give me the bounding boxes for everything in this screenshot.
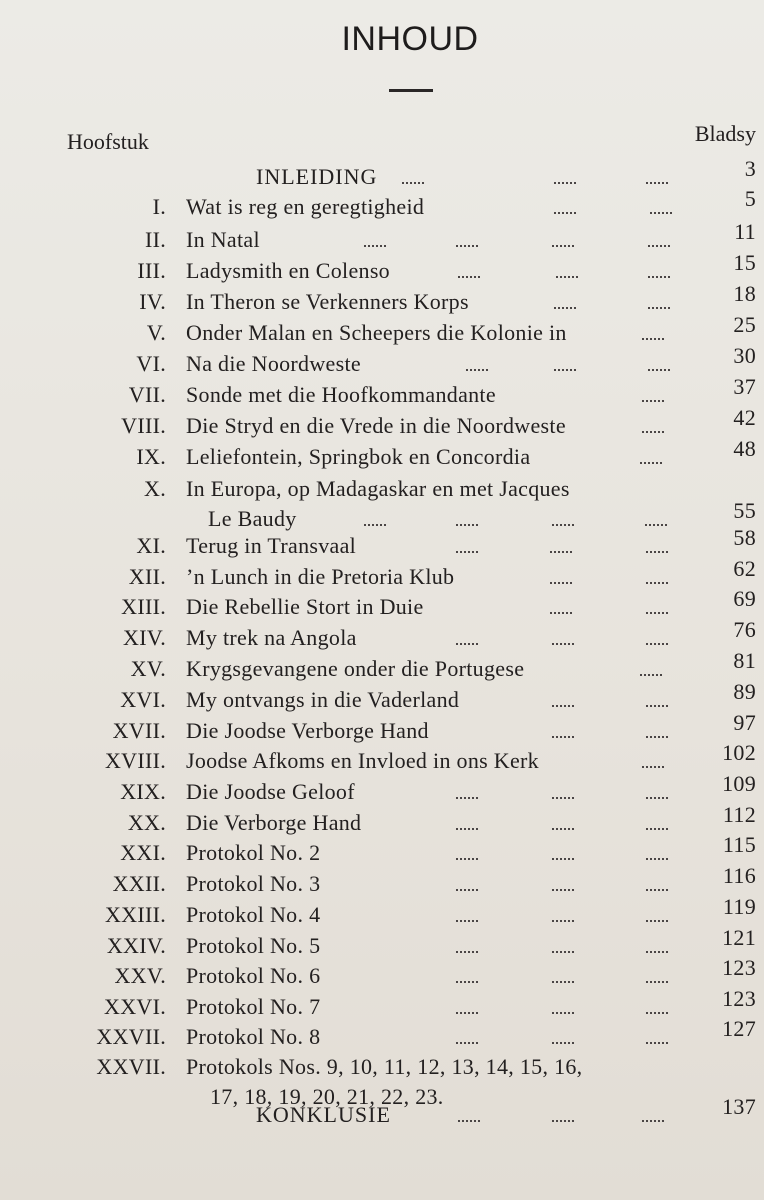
leader-dots <box>552 931 574 961</box>
leader-dots <box>648 256 670 286</box>
toc-entry <box>0 1016 764 1052</box>
chapter-number: XX. <box>127 810 166 835</box>
toc-entry <box>0 679 764 715</box>
leader-dots <box>552 992 574 1022</box>
leader-dots <box>456 531 478 561</box>
chapter-number: XIII. <box>121 594 166 619</box>
chapter-title: Die Stryd en die Vrede in die Noordweste <box>186 413 566 438</box>
page-number: 58 <box>733 525 756 550</box>
leader-dots <box>552 225 574 255</box>
chapter-title: Leliefontein, Springbok en Concordia <box>186 444 531 469</box>
page-number: 5 <box>744 186 756 211</box>
toc-entry <box>0 343 764 379</box>
page-number: 121 <box>722 925 756 950</box>
chapter-title: Joodse Afkoms en Invloed in ons Kerk <box>186 748 539 773</box>
chapter-title: Die Joodse Verborge Hand <box>186 718 429 743</box>
leader-dots <box>640 442 662 472</box>
page-number: 37 <box>733 374 756 399</box>
page-number: 62 <box>733 556 756 581</box>
toc-entry <box>0 955 764 991</box>
page-number: 55 <box>733 498 756 523</box>
chapter-title: My trek na Angola <box>186 625 357 650</box>
leader-dots <box>552 869 574 899</box>
page-number: 127 <box>722 1016 756 1041</box>
chapter-title: Protokol No. 4 <box>186 902 321 927</box>
leader-dots <box>642 318 664 348</box>
leader-dots <box>642 411 664 441</box>
chapter-title: Die Verborge Hand <box>186 810 362 835</box>
toc-entry <box>0 436 764 472</box>
leader-dots <box>642 746 664 776</box>
chapter-number: V. <box>146 320 166 345</box>
leader-dots <box>364 504 386 534</box>
toc-entry <box>0 586 764 622</box>
leader-dots <box>646 900 668 930</box>
chapter-title: Na die Noordweste <box>186 351 361 376</box>
leader-dots <box>456 931 478 961</box>
chapter-number: VIII. <box>121 413 166 438</box>
chapter-column-header: Hoofstuk <box>67 129 149 154</box>
leader-dots <box>552 1100 574 1130</box>
page-number: 123 <box>722 986 756 1011</box>
leader-dots <box>402 162 424 192</box>
chapter-title: Protokols Nos. 9, 10, 11, 12, 13, 14, 15, 16, <box>186 1054 583 1079</box>
page-number: 109 <box>722 771 756 796</box>
leader-dots <box>552 838 574 868</box>
leader-dots <box>650 192 672 222</box>
chapter-title: In Natal <box>186 227 260 252</box>
leader-dots <box>556 256 578 286</box>
chapter-title: Sonde met die Hoofkommandante <box>186 382 496 407</box>
leader-dots <box>642 380 664 410</box>
page-number: 137 <box>722 1094 756 1119</box>
leader-dots <box>552 685 574 715</box>
page-number: 25 <box>733 312 756 337</box>
page-number: 48 <box>733 436 756 461</box>
leader-dots <box>646 562 668 592</box>
chapter-number: XXIV. <box>106 933 166 958</box>
leader-dots <box>456 777 478 807</box>
chapter-number: VII. <box>128 382 166 407</box>
chapter-number: IV. <box>139 289 166 314</box>
page-number: 11 <box>734 219 756 244</box>
chapter-number: I. <box>152 194 166 219</box>
leader-dots <box>646 531 668 561</box>
chapter-title: My ontvangs in die Vaderland <box>186 687 460 712</box>
page-number: 30 <box>733 343 756 368</box>
leader-dots <box>646 716 668 746</box>
leader-dots <box>554 192 576 222</box>
leader-dots <box>456 1022 478 1052</box>
chapter-title-continued: Le Baudy <box>208 506 297 531</box>
toc-entry <box>0 894 764 930</box>
chapter-title: Protokol No. 3 <box>186 871 321 896</box>
leader-dots <box>552 900 574 930</box>
chapter-number: XXVI. <box>104 994 166 1019</box>
chapter-number: XV. <box>130 656 166 681</box>
chapter-number: XVIII. <box>104 748 166 773</box>
chapter-title: Onder Malan en Scheepers die Kolonie in <box>186 320 567 345</box>
leader-dots <box>552 1022 574 1052</box>
leader-dots <box>642 1100 664 1130</box>
page-number: 42 <box>733 405 756 430</box>
chapter-number: XXV. <box>114 963 166 988</box>
chapter-number: XII. <box>128 564 166 589</box>
leader-dots <box>646 931 668 961</box>
toc-entry <box>0 374 764 410</box>
toc-entry <box>0 474 764 531</box>
toc-entry <box>0 617 764 653</box>
leader-dots <box>552 716 574 746</box>
leader-dots <box>550 531 572 561</box>
chapter-title-continued: 17, 18, 19, 20, 21, 22, 23. <box>210 1084 444 1109</box>
toc-entry <box>0 281 764 317</box>
leader-dots <box>554 287 576 317</box>
chapter-number: XI. <box>136 533 166 558</box>
page-number: 102 <box>722 740 756 765</box>
toc-entry <box>0 312 764 348</box>
leader-dots <box>646 1022 668 1052</box>
chapter-number: XVI. <box>120 687 166 712</box>
chapter-title: ’n Lunch in die Pretoria Klub <box>186 564 455 589</box>
chapter-title: Die Rebellie Stort in Duie <box>186 594 424 619</box>
chapter-number: XIV. <box>123 625 166 650</box>
page-number: 15 <box>733 250 756 275</box>
toc-entry <box>0 925 764 961</box>
chapter-title: Protokol No. 5 <box>186 933 321 958</box>
page-number: 81 <box>733 648 756 673</box>
leader-dots <box>554 349 576 379</box>
leader-dots <box>646 162 668 192</box>
leader-dots <box>456 838 478 868</box>
leader-dots <box>648 349 670 379</box>
toc-entry <box>0 525 764 561</box>
leader-dots <box>456 504 478 534</box>
chapter-number: X. <box>144 476 166 501</box>
chapter-number: XXVII. <box>96 1054 166 1079</box>
page-number: 115 <box>722 832 756 857</box>
toc-entry <box>0 863 764 899</box>
leader-dots <box>646 961 668 991</box>
leader-dots <box>552 777 574 807</box>
toc-entry <box>0 556 764 592</box>
leader-dots <box>364 225 386 255</box>
toc-entry <box>0 156 764 192</box>
page-column-header: Bladsy <box>694 121 756 146</box>
page-number: 69 <box>733 586 756 611</box>
toc-entry <box>0 802 764 838</box>
toc-entry <box>0 832 764 868</box>
leader-dots <box>458 256 480 286</box>
chapter-title: Ladysmith en Colenso <box>186 258 390 283</box>
leader-dots <box>646 592 668 622</box>
toc-entry <box>0 405 764 441</box>
chapter-number: XVII. <box>112 718 166 743</box>
leader-dots <box>640 654 662 684</box>
leader-dots <box>645 504 667 534</box>
leader-dots <box>646 685 668 715</box>
chapter-number: VI. <box>136 351 166 376</box>
toc-entry <box>0 648 764 684</box>
chapter-number: XXII. <box>112 871 166 896</box>
leader-dots <box>552 504 574 534</box>
page-number: 18 <box>733 281 756 306</box>
leader-dots <box>646 777 668 807</box>
toc-entry <box>0 186 764 222</box>
chapter-number: XXIII. <box>104 902 166 927</box>
leader-dots <box>456 992 478 1022</box>
leader-dots <box>456 225 478 255</box>
toc-entry <box>0 771 764 807</box>
chapter-title: Protokol No. 2 <box>186 840 321 865</box>
chapter-title: In Europa, op Madagaskar en met Jacques <box>186 476 570 501</box>
chapter-title: Protokol No. 6 <box>186 963 321 988</box>
toc-entry <box>0 710 764 746</box>
page-number: 97 <box>733 710 756 735</box>
page-number: 112 <box>722 802 756 827</box>
page-number: 76 <box>733 617 756 642</box>
chapter-number: III. <box>137 258 166 283</box>
toc-entry <box>0 740 764 776</box>
page-number: 3 <box>744 156 756 181</box>
leader-dots <box>458 1100 480 1130</box>
leader-dots <box>646 838 668 868</box>
leader-dots <box>456 961 478 991</box>
leader-dots <box>456 623 478 653</box>
page-number: 123 <box>722 955 756 980</box>
chapter-title: KONKLUSIE <box>256 1102 391 1127</box>
chapter-title: Wat is reg en geregtigheid <box>186 194 425 219</box>
chapter-title: Krygsgevangene onder die Portugese <box>186 656 525 681</box>
page-number: 89 <box>733 679 756 704</box>
leader-dots <box>550 562 572 592</box>
chapter-title: In Theron se Verkenners Korps <box>186 289 469 314</box>
leader-dots <box>456 808 478 838</box>
chapter-number: XXVII. <box>96 1024 166 1049</box>
leader-dots <box>554 162 576 192</box>
leader-dots <box>648 287 670 317</box>
leader-dots <box>646 623 668 653</box>
page-number: 116 <box>722 863 756 888</box>
page-number: 119 <box>722 894 756 919</box>
leader-dots <box>646 808 668 838</box>
leader-dots <box>646 992 668 1022</box>
chapter-title: Terug in Transvaal <box>186 533 357 558</box>
leader-dots <box>466 349 488 379</box>
toc-entry <box>0 219 764 255</box>
chapter-number: II. <box>144 227 166 252</box>
leader-dots <box>552 808 574 838</box>
chapter-number: XXI. <box>120 840 166 865</box>
leader-dots <box>550 592 572 622</box>
chapter-title: Protokol No. 8 <box>186 1024 321 1049</box>
chapter-title: INLEIDING <box>256 164 378 189</box>
chapter-title: Protokol No. 7 <box>186 994 321 1019</box>
leader-dots <box>456 900 478 930</box>
page-title: INHOUD <box>341 20 479 58</box>
leader-dots <box>552 961 574 991</box>
leader-dots <box>456 869 478 899</box>
chapter-title: Die Joodse Geloof <box>186 779 355 804</box>
leader-dots <box>552 623 574 653</box>
toc-entry <box>0 250 764 286</box>
leader-dots <box>648 225 670 255</box>
chapter-number: XIX. <box>120 779 166 804</box>
chapter-number: IX. <box>136 444 166 469</box>
toc-entry <box>0 986 764 1022</box>
leader-dots <box>646 869 668 899</box>
